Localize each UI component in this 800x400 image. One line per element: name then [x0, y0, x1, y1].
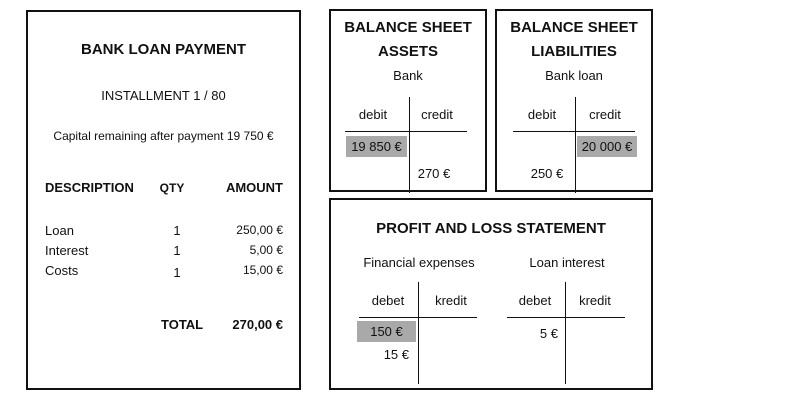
financial-expenses-debit-entry-2: 15 € [383, 347, 409, 362]
row-costs-description: Costs [45, 263, 79, 278]
bank-loan-account-label: Bank loan [545, 68, 603, 83]
assets-title-line2: ASSETS [377, 43, 438, 60]
capital-remaining: Capital remaining after payment 19 750 € [53, 129, 274, 143]
pnl-title: PROFIT AND LOSS STATEMENT [376, 220, 606, 237]
bank-loan-debit-entry: 250 € [530, 166, 564, 181]
liabilities-title-line1: BALANCE SHEET [510, 19, 638, 36]
bank-credit-entry: 270 € [417, 166, 451, 181]
financial-expenses-debit-label: debet [371, 293, 405, 308]
loan-interest-credit-label: kredit [579, 293, 611, 308]
qty-header: QTY [159, 181, 185, 195]
loan-interest-account-label: Loan interest [529, 255, 605, 270]
profit-and-loss-statement [329, 198, 653, 390]
bank-loan-t-account-vertical [575, 97, 576, 193]
liabilities-title-line2: LIABILITIES [531, 43, 617, 60]
financial-expenses-credit-label: kredit [435, 293, 467, 308]
installment-label: INSTALLMENT 1 / 80 [101, 88, 226, 103]
bank-loan-credit-entry: 20 000 € [581, 139, 633, 154]
loan-interest-t-account-vertical [565, 282, 566, 384]
bank-credit-label: credit [421, 107, 453, 122]
row-loan-qty: 1 [173, 223, 181, 238]
receipt-title: BANK LOAN PAYMENT [80, 41, 246, 58]
row-interest-description: Interest [45, 243, 89, 258]
description-header: DESCRIPTION [45, 180, 134, 195]
loan-interest-debit-label: debet [518, 293, 552, 308]
row-interest-amount: 5,00 € [249, 243, 283, 257]
financial-expenses-t-account-vertical [418, 282, 419, 384]
row-interest-qty: 1 [173, 243, 181, 258]
assets-title-line1: BALANCE SHEET [344, 19, 472, 36]
row-loan-amount: 250,00 € [236, 223, 283, 237]
bank-loan-credit-label: credit [589, 107, 621, 122]
amount-header: AMOUNT [225, 180, 283, 195]
bank-t-account-horizontal [345, 131, 467, 132]
row-costs-amount: 15,00 € [242, 263, 283, 277]
total-label: TOTAL [161, 317, 204, 332]
loan-interest-debit-entry: 5 € [539, 326, 558, 341]
row-loan-description: Loan [45, 223, 74, 238]
balance-sheet-liabilities [495, 9, 653, 192]
loan-payment-receipt [26, 10, 301, 390]
loan-interest-t-account-horizontal [507, 317, 625, 318]
bank-debit-entry: 19 850 € [351, 139, 402, 154]
financial-expenses-debit-entry-1: 150 € [370, 324, 403, 339]
financial-expenses-account-label: Financial expenses [363, 255, 475, 270]
row-costs-qty: 1 [173, 265, 181, 280]
bank-debit-label: debit [358, 107, 388, 122]
bank-loan-debit-label: debit [527, 107, 557, 122]
bank-account-label: Bank [393, 68, 423, 83]
bank-loan-t-account-horizontal [513, 131, 635, 132]
balance-sheet-assets [329, 9, 487, 192]
total-value: 270,00 € [232, 317, 283, 332]
